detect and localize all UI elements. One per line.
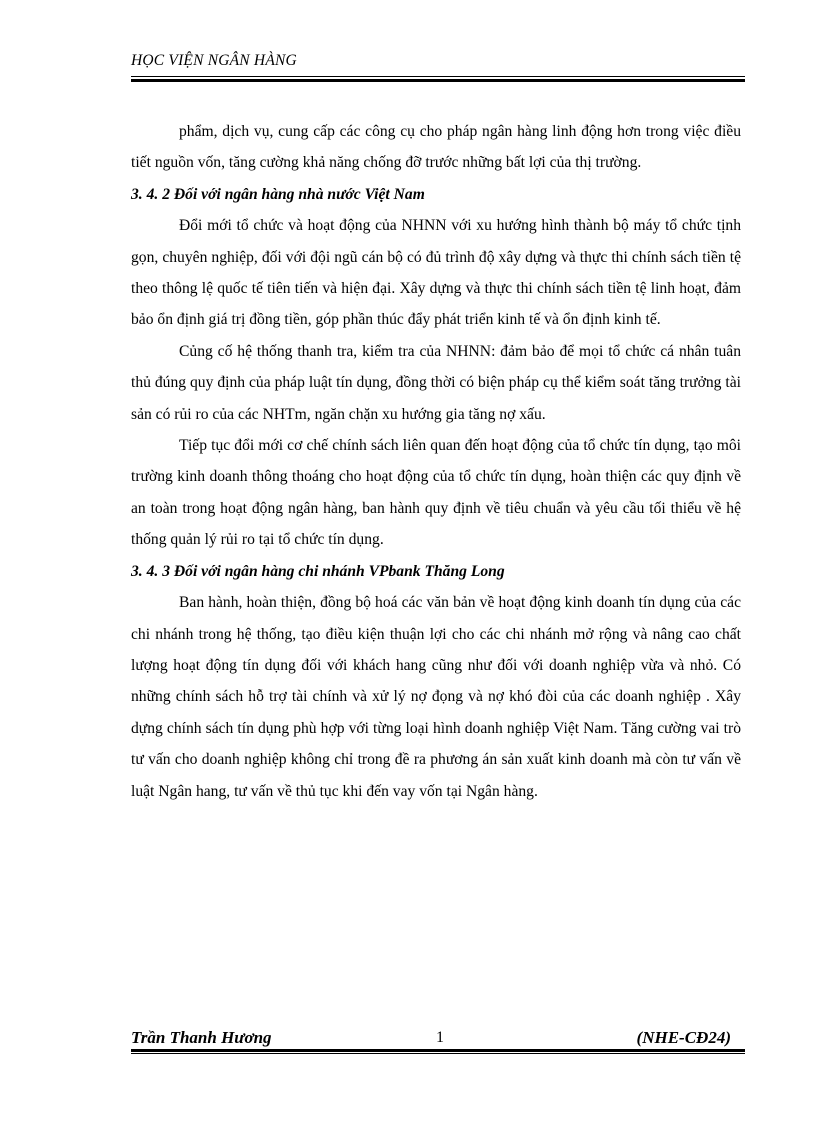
page-header (131, 50, 745, 72)
section-heading-3-4-3: 3. 4. 3 Đối với ngân hàng chi nhánh VPbank Thăng Long (131, 562, 505, 580)
header-title: HỌC VIỆN NGÂN HÀNG (131, 52, 297, 69)
paragraph: Tiếp tục đổi mới cơ chế chính sách liên quan đến hoạt động của tổ chức tín dụng, tạo môi trường kinh doanh thông thoáng cho hoạt động của tổ chức tín dụng, hoàn thiện các quy định về an toàn trong hoạt động ngân hàng, ban hành quy định về tiêu chuẩn và yêu cầu tối thiểu về hệ thống quản lý rủi ro tại tổ chức tín dụng. (131, 437, 741, 549)
paragraph: Ban hành, hoàn thiện, đồng bộ hoá các văn bản về hoạt động kinh doanh tín dụng của các chi nhánh trong hệ thống, tạo điều kiện thuận lợi cho các chi nhánh mở rộng và nâng cao chất lượng hoạt động tín dụng đối với khách hang cũng như đối với doanh nghiệp vừa và nhỏ. Có những chính sách hỗ trợ tài chính và xử lý nợ đọng và nợ khó đòi của các doanh nghiệp . Xây dựng chính sách tín dụng phù hợp với từng loại hình doanh nghiệp Việt Nam. Tăng cường vai trò tư vấn cho doanh nghiệp không chỉ trong đề ra phương án sản xuất kinh doanh mà còn tư vấn về luật Ngân hang, tư vấn về thủ tục khi đến vay vốn tại Ngân hàng. (131, 594, 741, 800)
page-footer (131, 1022, 745, 1062)
page-number: 1 (436, 1029, 444, 1046)
header-rule-thin (131, 76, 745, 77)
document-body (131, 116, 741, 807)
section-heading-3-4-2: 3. 4. 2 Đối với ngân hàng nhà nước Việt Nam (131, 185, 425, 203)
footer-rule-thin (131, 1053, 745, 1054)
footer-class-code: (NHE-CĐ24) (636, 1028, 731, 1047)
header-rule-thick (131, 79, 745, 82)
paragraph: Đổi mới tổ chức và hoạt động của NHNN với xu hướng hình thành bộ máy tổ chức tịnh gọn, chuyên nghiệp, đối với đội ngũ cán bộ có đủ trình độ xây dựng và thực thi chính sách tiền tệ theo thông lệ quốc tế tiên tiến và hiện đại. Xây dựng và thực thi chính sách tiền tệ linh hoạt, đảm bảo ổn định giá trị đồng tiền, góp phần thúc đẩy phát triển kinh tế và ổn định kinh tế. (131, 217, 741, 329)
paragraph: Củng cố hệ thống thanh tra, kiểm tra của NHNN: đảm bảo để mọi tổ chức cá nhân tuân thủ đúng quy định của pháp luật tín dụng, đồng thời có biện pháp cụ thể kiểm soát tăng trưởng tài sản có rủi ro của các NHTm, ngăn chặn xu hướng gia tăng nợ xấu. (131, 342, 741, 423)
footer-rule-thick (131, 1049, 745, 1052)
paragraph: phẩm, dịch vụ, cung cấp các công cụ cho pháp ngân hàng linh động hơn trong việc điều tiết nguồn vốn, tăng cường khả năng chống đỡ trước những bất lợi của thị trường. (131, 123, 741, 172)
footer-author: Trần Thanh Hương (131, 1028, 272, 1047)
